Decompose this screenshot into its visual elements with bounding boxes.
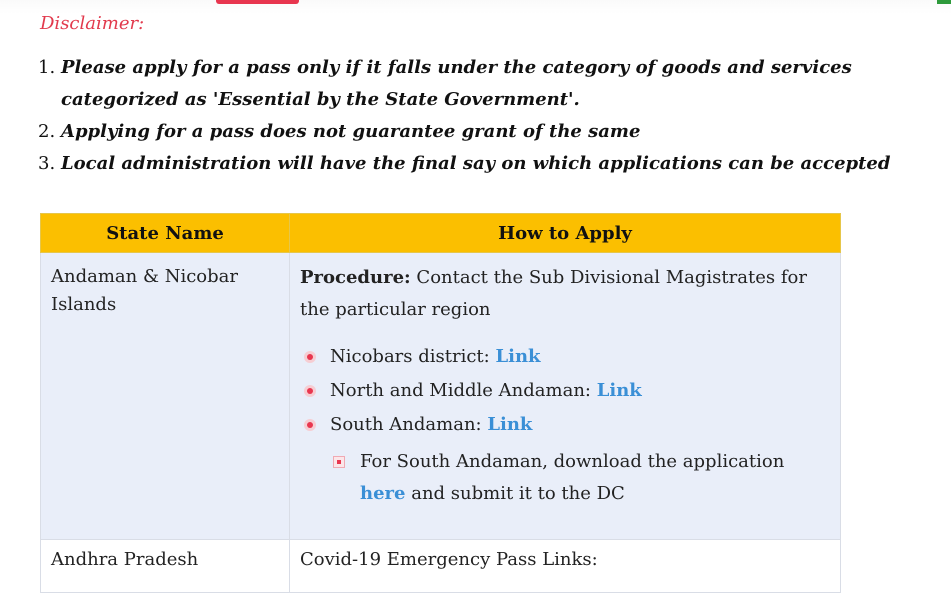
bullet-icon [304,351,316,363]
disclaimer-item-text: Applying for a pass does not guarantee grant of the same [61,121,641,142]
disclaimer-item-number: 2. [38,121,56,142]
district-label: South Andaman: [330,414,488,435]
table-row [41,540,841,593]
square-bullet-icon [333,456,345,468]
table-row [41,253,841,540]
disclaimer-item-number: 3. [38,153,56,174]
disclaimer-item-text: Please apply for a pass only if it falls under the category of goods and services categorized as 'Essential by the State Government'. [61,57,852,110]
state-pass-table [40,213,841,593]
list-item [300,374,830,408]
column-header-how-to-apply: How to Apply [290,214,841,253]
note-text-before: For South Andaman, download the application [360,451,785,472]
south-andaman-note [300,446,830,510]
disclaimer-item-number: 1. [38,57,56,78]
state-name-cell: Andhra Pradesh [41,540,290,593]
list-item [300,340,830,374]
note-text-after: and submit it to the DC [405,483,625,504]
how-to-apply-cell: Covid-19 Emergency Pass Links: [290,540,841,593]
top-right-indicator [937,0,951,4]
disclaimer-list [38,52,918,180]
top-tab-indicator[interactable] [216,0,299,4]
disclaimer-item [38,148,918,180]
procedure-description: Contact the Sub Divisional Magistrates for the particular region [300,267,807,320]
column-header-state-name: State Name [41,214,290,253]
district-link-list [300,340,830,442]
table-header-row [41,214,841,253]
bullet-icon [304,419,316,431]
list-item [300,408,830,442]
north-middle-andaman-link[interactable]: Link [596,380,642,401]
how-to-apply-cell [290,253,841,540]
procedure-text [300,262,830,326]
disclaimer-item [38,116,918,148]
disclaimer-item [38,52,918,116]
download-application-link[interactable]: here [360,483,406,504]
state-name-cell: Andaman & Nicobar Islands [41,253,290,540]
district-label: North and Middle Andaman: [330,380,597,401]
disclaimer-title: Disclaimer: [40,13,145,34]
nicobars-district-link[interactable]: Link [495,346,541,367]
district-label: Nicobars district: [330,346,496,367]
disclaimer-item-text: Local administration will have the final say on which applications can be accepted [61,153,891,174]
south-andaman-link[interactable]: Link [487,414,533,435]
procedure-label: Procedure: [300,267,411,288]
bullet-icon [304,385,316,397]
